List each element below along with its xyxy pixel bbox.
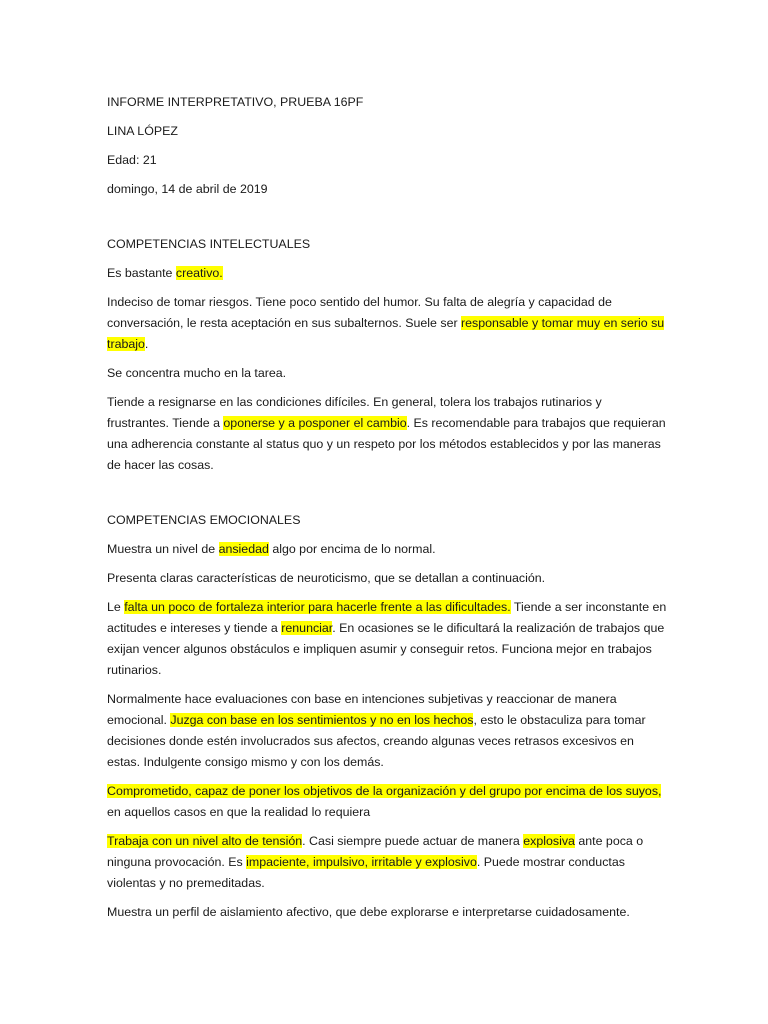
- text-run: Muestra un nivel de: [107, 542, 219, 556]
- highlighted-text: impaciente, impulsivo, irritable y explosivo: [246, 855, 477, 869]
- section-heading-emocionales: COMPETENCIAS EMOCIONALES: [107, 513, 301, 527]
- text-run: ante poca o ninguna provocación. Es: [107, 834, 644, 869]
- text-run: en aquellos casos en que la realidad lo requiera: [107, 805, 371, 819]
- report-date: domingo, 14 de abril de 2019: [107, 182, 268, 196]
- paragraph-evaluaciones: [107, 689, 667, 773]
- text-run: Le: [107, 600, 125, 614]
- section-heading-intelectuales: COMPETENCIAS INTELECTUALES: [107, 237, 311, 251]
- text-run: . Es recomendable para trabajos que requieran una adherencia constante al status quo y un respeto por los métodos establecidos y por las maneras de hacer las cosas.: [107, 416, 666, 472]
- highlighted-text: renunciar: [281, 621, 333, 635]
- highlighted-text: falta un poco de fortaleza interior para hacerle frente a las dificultades.: [124, 600, 511, 614]
- paragraph-neuroticismo: Presenta claras características de neuroticismo, que se detallan a continuación.: [107, 571, 546, 585]
- text-run: Es bastante: [107, 266, 176, 280]
- text-run: . Casi siempre puede actuar de manera: [302, 834, 524, 848]
- paragraph-comprometido: [107, 781, 667, 823]
- text-run: algo por encima de lo normal.: [268, 542, 436, 556]
- text-run: . Puede mostrar conductas violentas y no premeditadas.: [107, 855, 625, 890]
- paragraph-fortaleza: [107, 597, 667, 681]
- highlighted-text: responsable y tomar muy en serio su trabajo: [107, 316, 665, 351]
- paragraph-resignarse: [107, 392, 667, 476]
- text-run: Indeciso de tomar riesgos. Tiene poco sentido del humor. Su falta de alegría y capacidad de conversación, le resta aceptación en sus subalternos. Suele ser: [107, 295, 612, 330]
- highlighted-text: Juzga con base en los sentimientos y no en los hechos: [170, 713, 474, 727]
- text-run: Tiende a ser inconstante en actitudes e intereses y tiende a: [107, 600, 667, 635]
- highlighted-text: Comprometido, capaz de poner los objetivos de la organización y del grupo por encima de los suyos,: [107, 784, 662, 798]
- highlighted-text: explosiva: [523, 834, 575, 848]
- text-run: Tiende a resignarse en las condiciones difíciles. En general, tolera los trabajos rutinarios y frustrantes. Tiende a: [107, 395, 602, 430]
- highlighted-text: ansiedad: [218, 542, 269, 556]
- text-run: .: [144, 337, 149, 351]
- highlighted-text: Trabaja con un nivel alto de tensión: [107, 834, 303, 848]
- paragraph-aislamiento: Muestra un perfil de aislamiento afectivo, que debe explorarse e interpretarse cuidadosamente.: [107, 905, 630, 919]
- paragraph-ansiedad: [107, 539, 667, 560]
- patient-age: Edad: 21: [107, 153, 157, 167]
- paragraph-concentra: Se concentra mucho en la tarea.: [107, 366, 287, 380]
- highlighted-text: oponerse y a posponer el cambio: [223, 416, 407, 430]
- patient-name: LINA LÓPEZ: [107, 124, 178, 138]
- paragraph-creativo: [107, 263, 667, 284]
- paragraph-riesgos: [107, 292, 667, 355]
- document-page: [107, 92, 667, 923]
- paragraph-tension: [107, 831, 667, 894]
- highlighted-text: creativo.: [175, 266, 223, 280]
- text-run: Normalmente hace evaluaciones con base en intenciones subjetivas y reaccionar de manera emocional.: [107, 692, 617, 727]
- text-run: , esto le obstaculiza para tomar decisiones donde estén involucrados sus afectos, creando algunas veces retrasos excesivos en estas. Indulgente consigo mismo y con los demás.: [107, 713, 646, 769]
- text-run: . En ocasiones se le dificultará la realización de trabajos que exijan vencer algunos obstáculos e impliquen asumir y conseguir retos. Funciona mejor en trabajos rutinarios.: [107, 621, 665, 677]
- report-title: INFORME INTERPRETATIVO, PRUEBA 16PF: [107, 95, 364, 109]
